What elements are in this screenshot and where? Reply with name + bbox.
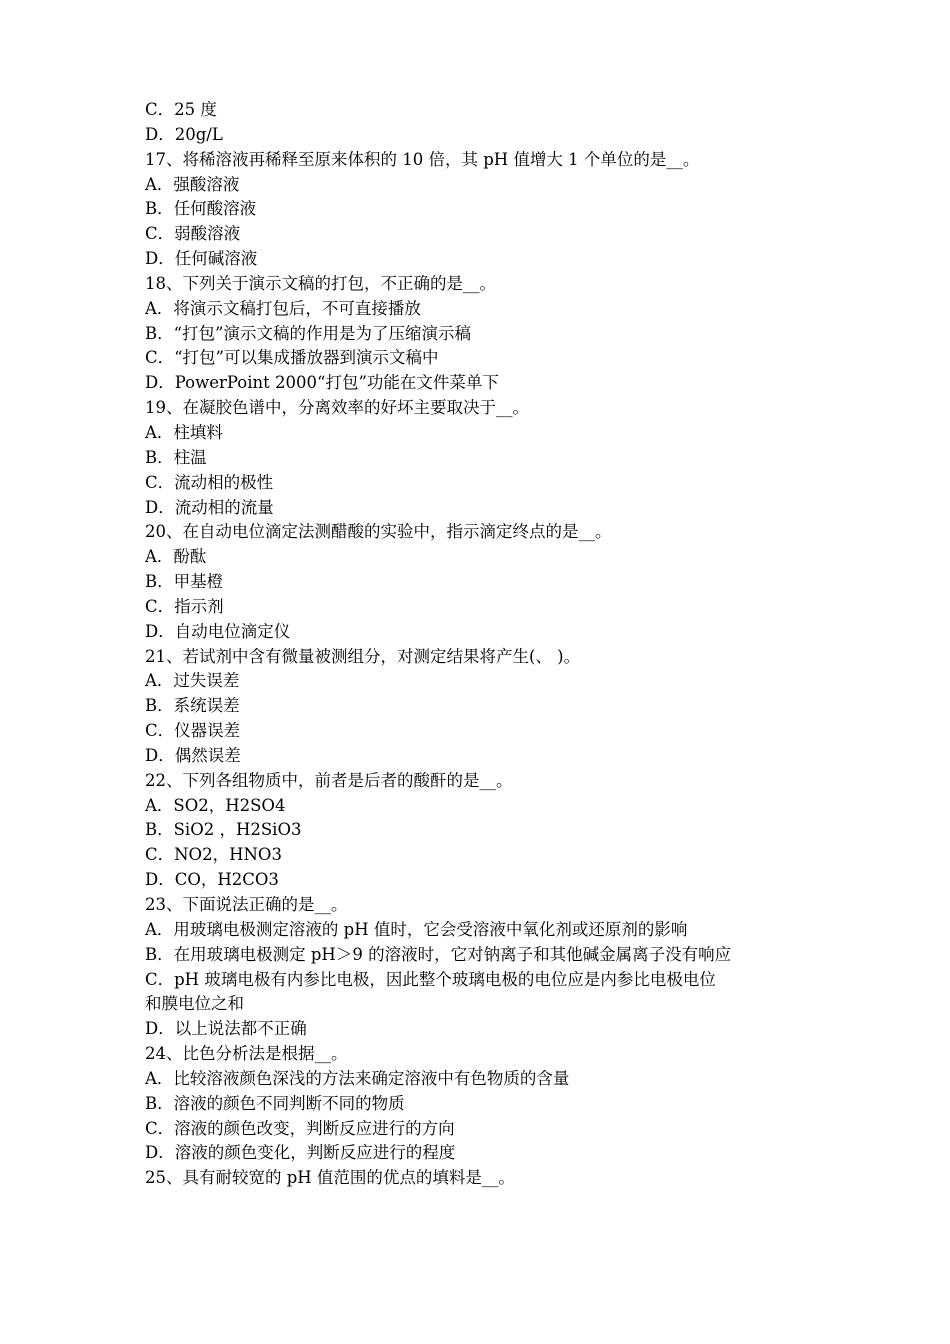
text-line: A．用玻璃电极测定溶液的 pH 值时，它会受溶液中氧化剂或还原剂的影响 bbox=[145, 919, 688, 939]
text-line: C．“打包”可以集成播放器到演示文稿中 bbox=[145, 348, 439, 368]
text-line: C．仪器误差 bbox=[145, 721, 241, 741]
text-line: B．甲基橙 bbox=[145, 572, 224, 592]
text-line: 23、下面说法正确的是__。 bbox=[145, 895, 348, 914]
text-line: C．溶液的颜色改变，判断反应进行的方向 bbox=[145, 1118, 455, 1138]
text-line: C．流动相的极性 bbox=[145, 472, 274, 492]
text-line: 18、下列关于演示文稿的打包，不正确的是__。 bbox=[145, 273, 496, 293]
text-line: 17、将稀溶液再稀释至原来体积的 10 倍，其 pH 值增大 1 个单位的是__。 bbox=[145, 149, 700, 169]
text-line: D．20g/L bbox=[145, 124, 223, 144]
text-line: D．PowerPoint 2000“打包”功能在文件菜单下 bbox=[145, 373, 499, 393]
text-line: B．SiO2 ，H2SiO3 bbox=[145, 820, 302, 840]
text-line: D．溶液的颜色变化，判断反应进行的程度 bbox=[145, 1143, 456, 1163]
question-text-body bbox=[145, 98, 825, 1191]
text-line: B．溶液的颜色不同判断不同的物质 bbox=[145, 1093, 405, 1113]
text-line: C．25 度 bbox=[145, 100, 217, 119]
text-line: 和膜电位之和 bbox=[145, 994, 244, 1014]
text-line: D．偶然误差 bbox=[145, 745, 241, 765]
text-line: B．柱温 bbox=[145, 447, 207, 467]
text-line: 20、在自动电位滴定法测醋酸的实验中，指示滴定终点的是__。 bbox=[145, 522, 612, 542]
text-line: A．过失误差 bbox=[145, 671, 240, 691]
text-line: A．比较溶液颜色深浅的方法来确定溶液中有色物质的含量 bbox=[145, 1068, 570, 1088]
text-line: A．柱填料 bbox=[145, 422, 223, 442]
text-line: 21、若试剂中含有微量被测组分，对测定结果将产生(、 )。 bbox=[145, 646, 581, 666]
text-line: A．SO2，H2SO4 bbox=[145, 795, 286, 815]
text-line: C．NO2，HNO3 bbox=[145, 845, 282, 865]
text-line: A．强酸溶液 bbox=[145, 174, 240, 194]
text-line: C．弱酸溶液 bbox=[145, 224, 241, 244]
text-line: D．以上说法都不正确 bbox=[145, 1019, 307, 1039]
text-line: B．在用玻璃电极测定 pH＞9 的溶液时，它对钠离子和其他碱金属离子没有响应 bbox=[145, 944, 732, 964]
text-line: D．任何碱溶液 bbox=[145, 249, 258, 269]
text-line: 25、具有耐较宽的 pH 值范围的优点的填料是__。 bbox=[145, 1168, 515, 1188]
text-line: D．自动电位滴定仪 bbox=[145, 621, 291, 641]
text-line: C．pH 玻璃电极有内参比电极，因此整个玻璃电极的电位应是内参比电极电位 bbox=[145, 969, 716, 989]
text-line: B．“打包”演示文稿的作用是为了压缩演示稿 bbox=[145, 323, 471, 343]
text-line: A．将演示文稿打包后，不可直接播放 bbox=[145, 298, 421, 318]
text-line: A．酚酞 bbox=[145, 547, 207, 567]
text-line: 22、下列各组物质中，前者是后者的酸酐的是__。 bbox=[145, 770, 513, 790]
text-line: D．流动相的流量 bbox=[145, 497, 274, 517]
text-line: 24、比色分析法是根据__。 bbox=[145, 1044, 348, 1064]
text-line: B．任何酸溶液 bbox=[145, 199, 257, 219]
text-line: B．系统误差 bbox=[145, 696, 240, 716]
text-line: 19、在凝胶色谱中，分离效率的好坏主要取决于__。 bbox=[145, 398, 529, 418]
text-line: D．CO，H2CO3 bbox=[145, 870, 279, 890]
text-line: C．指示剂 bbox=[145, 596, 224, 616]
